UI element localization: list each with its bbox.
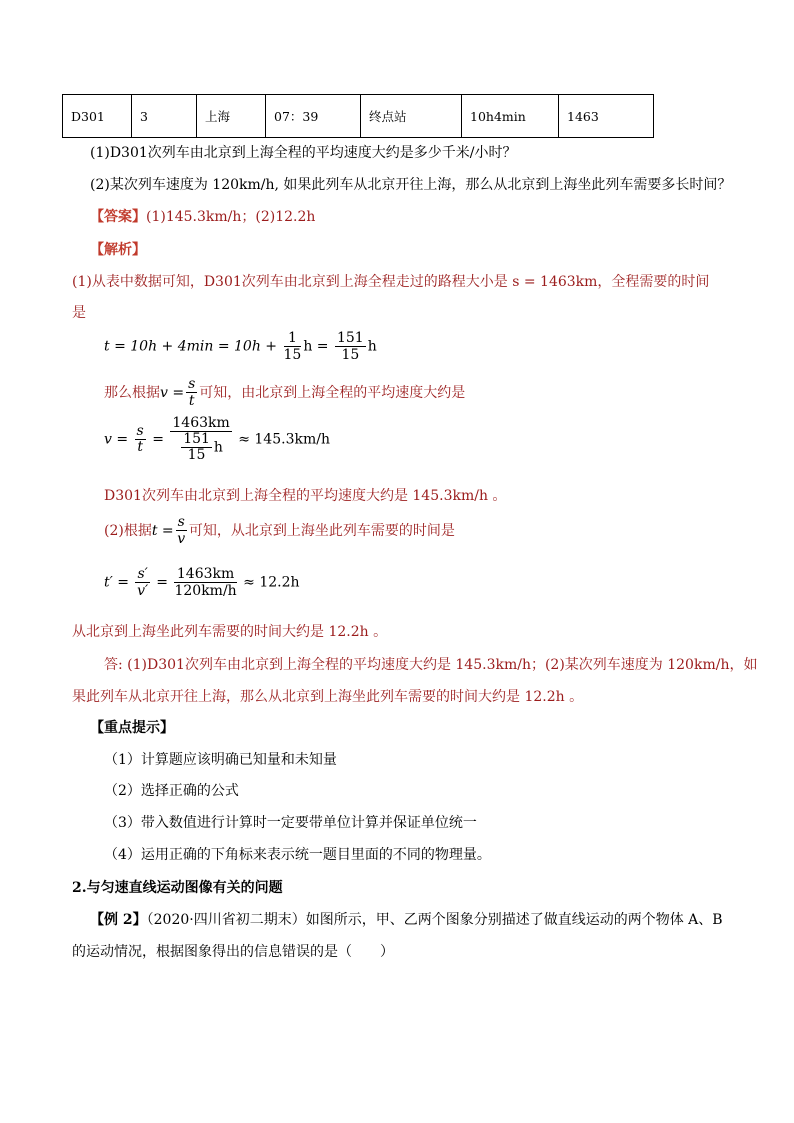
equation-time [104, 330, 377, 363]
eq2-st-fraction [135, 424, 146, 455]
tips-item: （4）运用正确的下角标来表示统一题目里面的不同的物理量。 [104, 847, 491, 863]
answer-line [90, 207, 315, 227]
p2-fd: t [188, 393, 195, 409]
eq2-big-fraction [170, 416, 231, 463]
example-2-label: 【例 2】 [90, 912, 147, 928]
table-row [63, 95, 654, 138]
tips-item: （1）计算题应该明确已知量和未知量 [104, 752, 337, 768]
question-2: (2)某次列车速度为 120km/h, 如果此列车从北京开往上海，那么从北京到上海坐此列车需要多长时间？ [90, 177, 732, 193]
eq3-t: t′ = [104, 574, 129, 591]
eq1-f1-den: 15 [283, 347, 302, 363]
equation-time-2 [104, 566, 300, 599]
table-cell: 3 [132, 95, 197, 138]
eq2-den [170, 432, 231, 463]
p4-fd: v [177, 531, 186, 547]
eq2-result: ≈ 145.3km/h [238, 431, 330, 448]
p4-t: t = [151, 523, 174, 539]
table-cell: 终点站 [361, 95, 462, 138]
analysis-para-5: 从北京到上海坐此列车需要的时间大约是 12.2h 。 [72, 624, 388, 640]
eq2-num: 1463km [172, 415, 230, 431]
eq2-fn: s [136, 423, 144, 439]
answer-text: (1)145.3km/h；(2)12.2h [146, 209, 316, 225]
analysis-label: 【解析】 [90, 242, 146, 258]
analysis-para-3: D301次列车由北京到上海全程的平均速度大约是 145.3km/h 。 [104, 488, 507, 504]
analysis-para-6b: 果此列车从北京开往上海，那么从北京到上海坐此列车需要的时间大约是 12.2h 。 [72, 689, 584, 705]
p2-v: v = [160, 385, 185, 401]
table-cell: 上海 [197, 95, 266, 138]
p4-fn: s [177, 514, 185, 530]
eq1-f2-den: 15 [341, 347, 360, 363]
eq1-fraction-2 [335, 330, 366, 363]
eq2-fd: t [137, 439, 143, 455]
analysis-para-6a: 答: (1)D301次列车由北京到上海全程的平均速度大约是 145.3km/h；(2)某次列车速度为 120km/h，如 [104, 657, 758, 673]
p4-fraction [176, 514, 187, 547]
eq2-den-fraction [181, 432, 212, 463]
question-1: (1)D301次列车由北京到上海全程的平均速度大约是多少千米/小时？ [90, 145, 517, 161]
eq1-f2-num: 151 [336, 330, 364, 346]
p2-fraction [186, 376, 197, 409]
table-cell: 07：39 [266, 95, 361, 138]
eq1-fraction-1 [284, 330, 302, 363]
answer-label: 【答案】 [90, 209, 146, 225]
table-cell: D301 [63, 95, 132, 138]
eq3-fd: v′ [137, 583, 149, 599]
train-schedule-table [62, 94, 654, 138]
eq3-den: 120km/h [174, 583, 237, 599]
p2-pre: 那么根据 [104, 385, 160, 401]
eq2-den-unit: h [213, 439, 223, 456]
eq3-num: 1463km [174, 566, 236, 583]
eq2-den-den: 15 [187, 447, 206, 463]
eq1-f1-num: 1 [284, 330, 302, 347]
eq1-mid: h = [303, 338, 329, 355]
eq3-eq: = [156, 574, 169, 591]
p2-fn: s [188, 376, 196, 392]
section-2-title: 2.与匀速直线运动图像有关的问题 [72, 880, 283, 896]
example-2-line-a [90, 910, 723, 930]
eq2-v: v = [104, 431, 129, 448]
eq1-right: h [367, 338, 377, 355]
tips-item: （2）选择正确的公式 [104, 783, 239, 799]
eq3-value-fraction [174, 566, 236, 599]
eq3-result: ≈ 12.2h [243, 574, 300, 591]
eq2-den-num: 151 [183, 431, 210, 447]
analysis-para-2 [104, 376, 465, 409]
example-2-text-a: （2020·四川省初二期末）如图所示，甲、乙两个图象分别描述了做直线运动的两个物体 A、B [146, 912, 723, 928]
analysis-para-4 [104, 514, 455, 547]
p4-post: 可知，从北京到上海坐此列车需要的时间是 [188, 523, 455, 539]
p2-post: 可知，由北京到上海全程的平均速度大约是 [199, 385, 466, 401]
tips-title: 【重点提示】 [90, 720, 174, 736]
analysis-para-1b: 是 [72, 305, 86, 321]
eq3-sv-fraction [135, 566, 149, 599]
tips-item: （3）带入数值进行计算时一定要带单位计算并保证单位统一 [104, 815, 477, 831]
p4-pre: (2)根据 [104, 523, 152, 539]
eq1-left: t = 10h + 4min = 10h + [104, 338, 278, 355]
equation-velocity [104, 416, 330, 463]
eq3-fn: s′ [137, 566, 148, 582]
analysis-para-1a: (1)从表中数据可知，D301次列车由北京到上海全程走过的路程大小是 s = 1463km，全程需要的时间 [72, 274, 710, 290]
example-2-line-b: 的运动情况，根据图象得出的信息错误的是（ ） [72, 944, 394, 960]
table-cell: 10h4min [462, 95, 559, 138]
table-cell: 1463 [559, 95, 654, 138]
eq2-eq: = [152, 431, 164, 448]
